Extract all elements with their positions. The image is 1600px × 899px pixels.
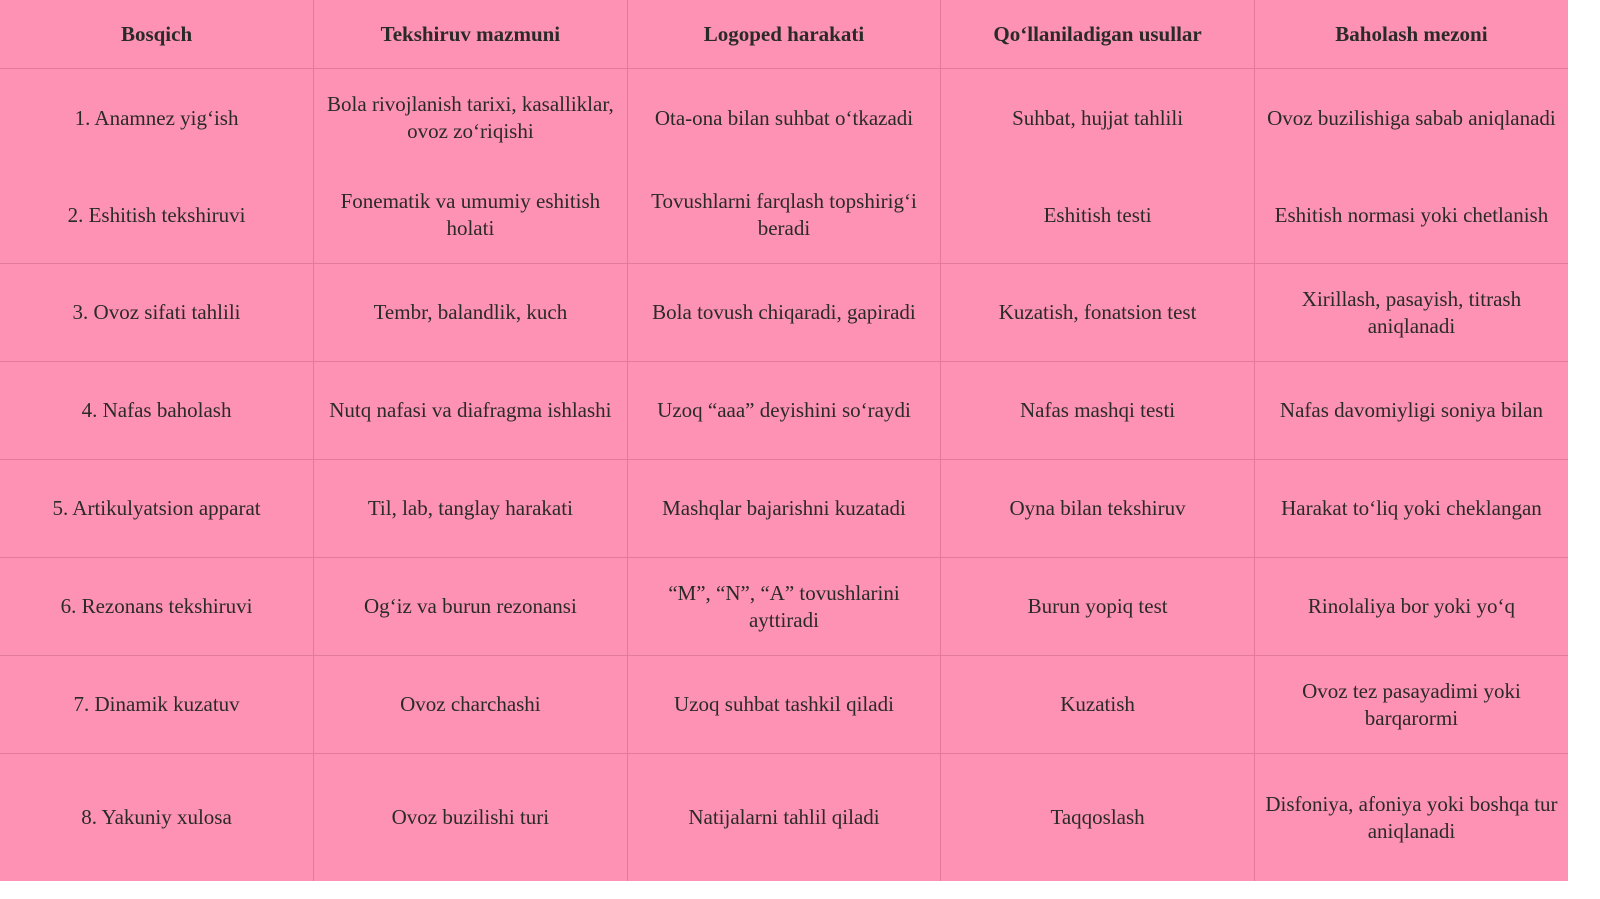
table-cell: Og‘iz va burun rezonansi [314,558,628,656]
table-cell: Disfoniya, afoniya yoki boshqa tur aniqlanadi [1254,754,1568,882]
header-stage: Bosqich [0,0,314,69]
table-row [0,167,1568,264]
header-row [0,0,1568,69]
table-cell: Ovoz buzilishi turi [314,754,628,882]
table-cell: Taqqoslash [941,754,1255,882]
table-cell: Oyna bilan tekshiruv [941,460,1255,558]
table-cell: Burun yopiq test [941,558,1255,656]
table-cell: 3. Ovoz sifati tahlili [0,264,314,362]
table-row [0,656,1568,754]
table-cell: Ovoz tez pasayadimi yoki barqarormi [1254,656,1568,754]
table-cell: Fonematik va umumiy eshitish holati [314,167,628,264]
table-row [0,460,1568,558]
table-cell: Tovushlarni farqlash topshirig‘i beradi [627,167,941,264]
table-cell: Eshitish testi [941,167,1255,264]
table-cell: 6. Rezonans tekshiruvi [0,558,314,656]
table-row [0,362,1568,460]
table-cell: Kuzatish, fonatsion test [941,264,1255,362]
table-cell: Tembr, balandlik, kuch [314,264,628,362]
table-row [0,558,1568,656]
table-cell: Bola rivojlanish tarixi, kasalliklar, ovoz zo‘riqishi [314,69,628,168]
table-cell: Suhbat, hujjat tahlili [941,69,1255,168]
table-cell: Ovoz charchashi [314,656,628,754]
table-row [0,754,1568,882]
table-cell: Rinolaliya bor yoki yo‘q [1254,558,1568,656]
table-cell: Nafas davomiyligi soniya bilan [1254,362,1568,460]
table-cell: Uzoq “aaa” deyishini so‘raydi [627,362,941,460]
table-row [0,69,1568,168]
table-cell: 1. Anamnez yig‘ish [0,69,314,168]
table-cell: Ota-ona bilan suhbat o‘tkazadi [627,69,941,168]
header-methods: Qo‘llaniladigan usullar [941,0,1255,69]
table-cell: Til, lab, tanglay harakati [314,460,628,558]
table-cell: 5. Artikulyatsion apparat [0,460,314,558]
header-criteria: Baholash mezoni [1254,0,1568,69]
table-cell: Eshitish normasi yoki chetlanish [1254,167,1568,264]
header-action: Logoped harakati [627,0,941,69]
table-cell: 2. Eshitish tekshiruvi [0,167,314,264]
table-cell: Uzoq suhbat tashkil qiladi [627,656,941,754]
table-cell: 4. Nafas baholash [0,362,314,460]
table-cell: Nafas mashqi testi [941,362,1255,460]
table-cell: Natijalarni tahlil qiladi [627,754,941,882]
table-cell: “M”, “N”, “A” tovushlarini ayttiradi [627,558,941,656]
table-cell: 7. Dinamik kuzatuv [0,656,314,754]
table-cell: Harakat to‘liq yoki cheklangan [1254,460,1568,558]
table-cell: Bola tovush chiqaradi, gapiradi [627,264,941,362]
table-cell: Mashqlar bajarishni kuzatadi [627,460,941,558]
table-row [0,264,1568,362]
table-cell: Ovoz buzilishiga sabab aniqlanadi [1254,69,1568,168]
table-cell: Nutq nafasi va diafragma ishlashi [314,362,628,460]
table-cell: Kuzatish [941,656,1255,754]
table-cell: Xirillash, pasayish, titrash aniqlanadi [1254,264,1568,362]
table-cell: 8. Yakuniy xulosa [0,754,314,882]
header-content: Tekshiruv mazmuni [314,0,628,69]
